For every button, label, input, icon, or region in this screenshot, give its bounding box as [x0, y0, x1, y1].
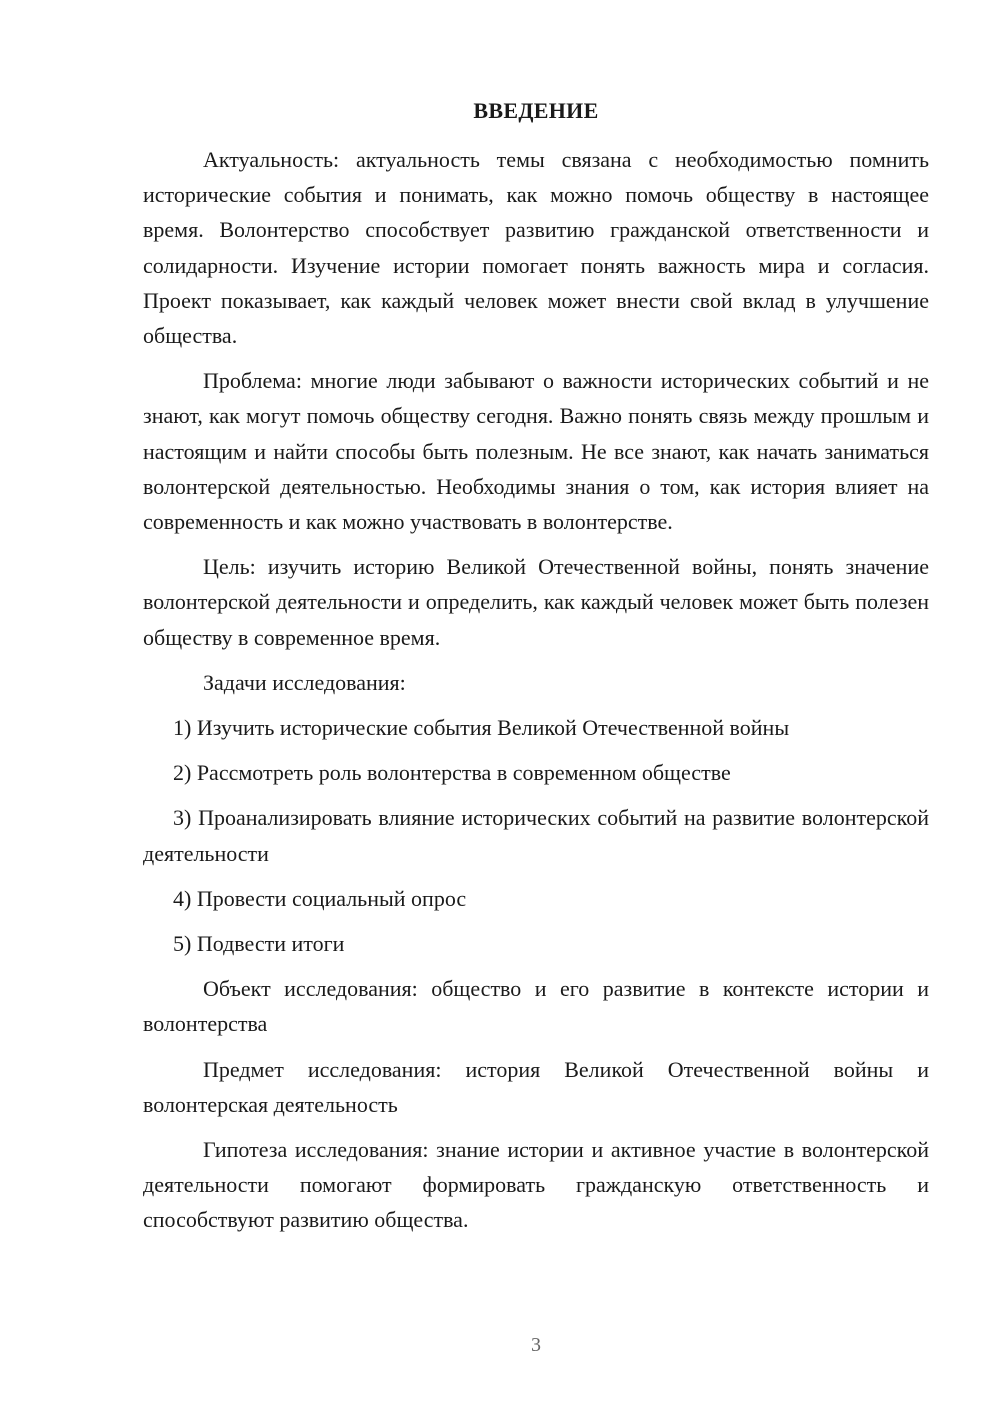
paragraph-problem: Проблема: многие люди забывают о важности исторических событий и не знают, как могут помочь обществу сегодня. Важно понять связь между прошлым и настоящим и найти способы быть полезным. Не все знают, как начать заниматься волонтерской деятельностью. Необходимы знания о том, как история влияет на современность и как можно участвовать в волонтерстве. — [143, 368, 929, 535]
page-number: 3 — [531, 1334, 541, 1356]
paragraph-object: Объект исследования: общество и его развитие в контексте истории и волонтерства — [143, 976, 929, 1037]
task-item-4: 4) Провести социальный опрос — [173, 885, 467, 911]
task-item-5: 5) Подвести итоги — [173, 931, 345, 957]
paragraph-relevance: Актуальность: актуальность темы связана с необходимостью помнить исторические события и понимать, как можно помочь обществу в настоящее время. Волонтерство способствует развитию гражданской ответственности и солидарности. Изучение истории помогает понять важность мира и согласия. Проект показывает, как каждый человек может внести свой вклад в улучшение общества. — [143, 147, 929, 349]
task-item-3: 3) Проанализировать влияние исторических событий на развитие волонтерской деятельности — [143, 805, 929, 866]
document-page — [143, 94, 929, 1248]
paragraph-goal: Цель: изучить историю Великой Отечественной войны, понять значение волонтерской деятельности и определить, как каждый человек может быть полезен обществу в современное время. — [143, 554, 929, 650]
paragraph-subject: Предмет исследования: история Великой Отечественной войны и волонтерская деятельность — [143, 1056, 929, 1117]
paragraph-hypothesis: Гипотеза исследования: знание истории и активное участие в волонтерской деятельности помогают формировать гражданскую ответственность и способствуют развитию общества. — [143, 1137, 929, 1233]
task-item-1: 1) Изучить исторические события Великой Отечественной войны — [173, 715, 790, 741]
paragraph-tasks-heading: Задачи исследования: — [203, 669, 406, 695]
task-item-2: 2) Рассмотреть роль волонтерства в современном обществе — [173, 760, 731, 786]
section-title: ВВЕДЕНИЕ — [473, 98, 599, 123]
